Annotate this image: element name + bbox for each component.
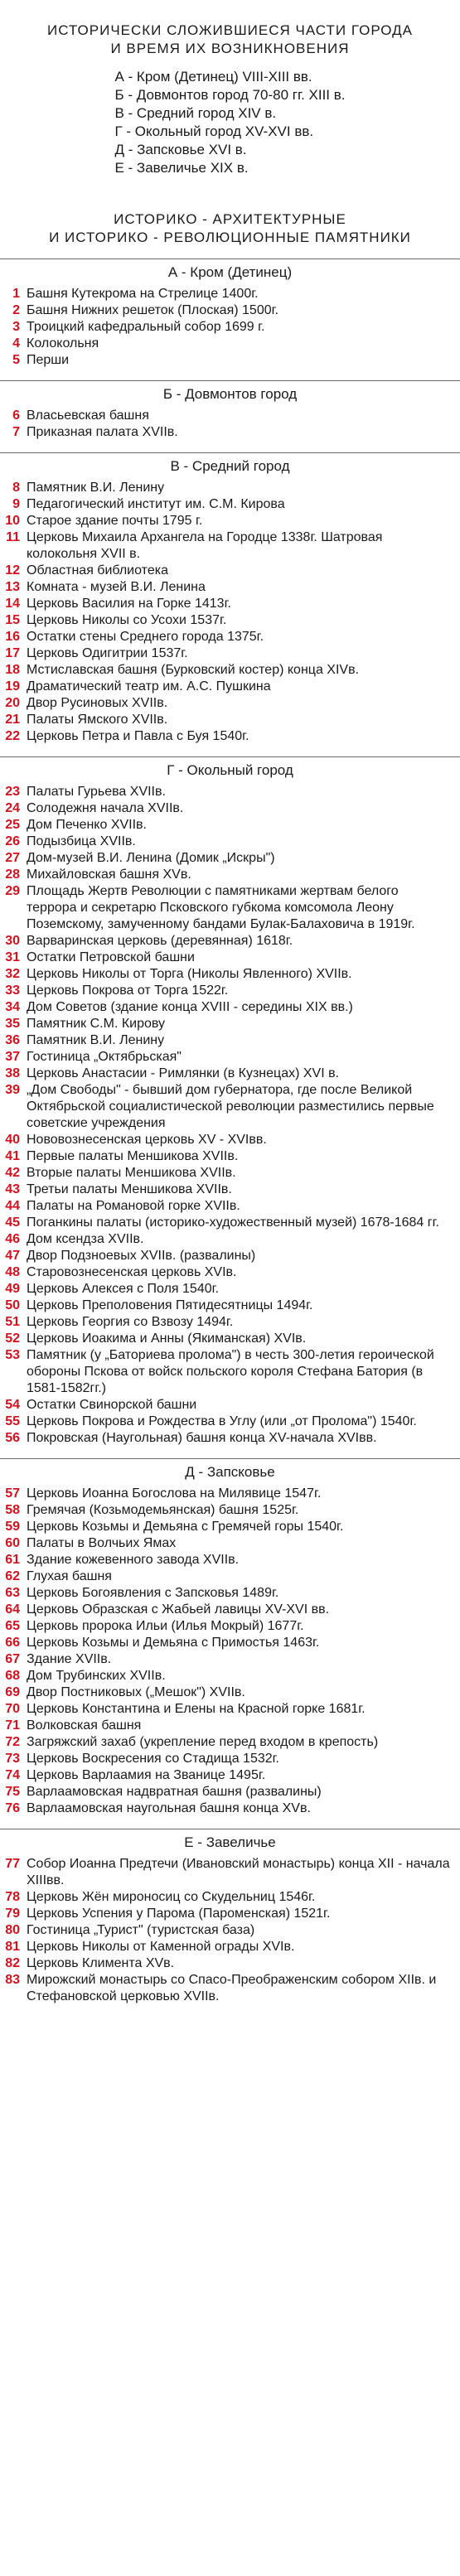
monument-item xyxy=(0,728,460,745)
item-number: 18 xyxy=(5,663,20,677)
item-number: 48 xyxy=(5,1265,20,1279)
item-text: Драматический театр им. А.С. Пушкина xyxy=(27,679,271,694)
item-number: 42 xyxy=(5,1166,20,1180)
item-text: Церковь Василия на Горке 1413г. xyxy=(27,597,231,611)
monument-item xyxy=(0,1314,460,1331)
item-number: 9 xyxy=(12,497,20,511)
monument-item xyxy=(0,1298,460,1314)
item-text: Церковь Николы со Усохи 1537г. xyxy=(27,613,227,627)
monument-item xyxy=(0,1281,460,1298)
item-number: 69 xyxy=(5,1685,20,1699)
item-number: 63 xyxy=(5,1586,20,1600)
item-text: Первые палаты Меншикова XVIIв. xyxy=(27,1149,239,1163)
item-text: Приказная палата XVIIв. xyxy=(27,425,178,439)
section xyxy=(0,1458,460,1817)
monument-item xyxy=(0,1486,460,1502)
item-number: 38 xyxy=(5,1066,20,1080)
item-text: Поганкины палаты (историко-художественный музей) 1678-1684 гг. xyxy=(27,1216,439,1230)
item-text: Загряжский захаб (укрепление перед входом в крепость) xyxy=(27,1735,379,1749)
monument-item xyxy=(0,1264,460,1281)
item-text: Церковь Жён мироносиц со Скудельниц 1546г. xyxy=(27,1890,316,1904)
item-number: 23 xyxy=(5,785,20,799)
page-title xyxy=(0,22,460,58)
item-number: 3 xyxy=(12,320,20,334)
item-number: 17 xyxy=(5,646,20,660)
subtitle-line-2: И ИСТОРИКО - РЕВОЛЮЦИОННЫЕ ПАМЯТНИКИ xyxy=(49,230,411,245)
item-number: 54 xyxy=(5,1398,20,1412)
monument-item xyxy=(0,645,460,662)
item-text: Церковь Богоявления с Запсковья 1489г. xyxy=(27,1586,279,1600)
item-number: 60 xyxy=(5,1536,20,1550)
monument-item xyxy=(0,662,460,679)
monument-item xyxy=(0,1248,460,1264)
monument-item xyxy=(0,1165,460,1182)
item-text: Церковь Георгия со Взвозу 1494г. xyxy=(27,1315,234,1329)
item-text: Палаты Гурьева XVIIв. xyxy=(27,785,166,799)
monument-item xyxy=(0,1955,460,1972)
item-number: 34 xyxy=(5,1000,20,1014)
item-number: 24 xyxy=(5,801,20,815)
item-number: 80 xyxy=(5,1923,20,1937)
item-text: Церковь Одигитрии 1537г. xyxy=(27,646,188,660)
item-text: Памятник (у „Баториева пролома") в честь 300-летия героической обороны Пскова от войск польского короля Стефана Батория (в 1581-1582гг.) xyxy=(27,1348,434,1395)
monument-item xyxy=(0,966,460,983)
city-part-item: Г - Окольный город XV-XVI вв. xyxy=(114,123,314,139)
item-number: 57 xyxy=(5,1486,20,1501)
item-text: Власьевская башня xyxy=(27,408,149,423)
monument-item xyxy=(0,1701,460,1718)
item-number: 20 xyxy=(5,696,20,710)
monument-item xyxy=(0,1347,460,1397)
item-number: 29 xyxy=(5,884,20,898)
item-number: 74 xyxy=(5,1768,20,1782)
item-number: 72 xyxy=(5,1735,20,1749)
item-text: Гостиница „Октябрьская" xyxy=(27,1050,182,1064)
monument-item xyxy=(0,579,460,596)
item-number: 27 xyxy=(5,851,20,865)
monument-item xyxy=(0,1568,460,1585)
item-number: 4 xyxy=(12,336,20,350)
item-number: 13 xyxy=(5,580,20,594)
item-text: Башня Кутекрома на Стрелице 1400г. xyxy=(27,287,259,301)
item-text: Церковь Иоанна Богослова на Милявице 1547г. xyxy=(27,1486,322,1501)
item-text: Педагогический институт им. С.М. Кирова xyxy=(27,497,285,511)
item-number: 75 xyxy=(5,1785,20,1799)
item-text: Колокольня xyxy=(27,336,99,350)
item-number: 47 xyxy=(5,1249,20,1263)
city-parts-list xyxy=(114,68,345,177)
item-text: Собор Иоанна Предтечи (Ивановский монастырь) конца XII - начала XIIIвв. xyxy=(27,1857,450,1887)
monument-item xyxy=(0,1684,460,1701)
item-number: 26 xyxy=(5,834,20,848)
item-number: 76 xyxy=(5,1801,20,1815)
monument-item xyxy=(0,867,460,883)
item-number: 52 xyxy=(5,1331,20,1346)
item-number: 51 xyxy=(5,1315,20,1329)
monument-item xyxy=(0,1585,460,1602)
monument-item xyxy=(0,1182,460,1198)
monument-item xyxy=(0,1602,460,1618)
monument-item xyxy=(0,850,460,867)
item-text: Комната - музей В.И. Ленина xyxy=(27,580,206,594)
item-text: Михайловская башня XVв. xyxy=(27,868,191,882)
item-number: 36 xyxy=(5,1033,20,1047)
section-title: Г - Окольный город xyxy=(0,756,460,784)
monument-item xyxy=(0,1231,460,1248)
section-title: В - Средний город xyxy=(0,452,460,480)
item-text: Церковь Николы от Каменной ограды XVIв. xyxy=(27,1940,295,1954)
item-text: Здание кожевенного завода XVIIв. xyxy=(27,1553,240,1567)
monument-item xyxy=(0,1856,460,1889)
section-title: Д - Запсковье xyxy=(0,1458,460,1486)
item-number: 22 xyxy=(5,729,20,743)
item-text: Остатки Петровской башни xyxy=(27,950,195,964)
monument-item xyxy=(0,1767,460,1784)
item-number: 79 xyxy=(5,1907,20,1921)
item-number: 64 xyxy=(5,1602,20,1617)
item-number: 73 xyxy=(5,1752,20,1766)
item-text: Церковь Покрова и Рождества в Углу (или „от Пролома") 1540г. xyxy=(27,1414,417,1428)
item-text: Двор Русиновых XVIIв. xyxy=(27,696,168,710)
monument-item xyxy=(0,1939,460,1955)
city-part-item: В - Средний город XIV в. xyxy=(114,105,277,121)
item-number: 68 xyxy=(5,1669,20,1683)
item-number: 10 xyxy=(5,514,20,528)
item-text: Палаты на Романовой горке XVIIв. xyxy=(27,1199,240,1213)
item-text: Мстиславская башня (Бурковский костер) конца XIVв. xyxy=(27,663,360,677)
item-text: Палаты Ямского XVIIв. xyxy=(27,713,168,727)
monument-item xyxy=(0,319,460,336)
item-text: Вторые палаты Меншикова XVIIв. xyxy=(27,1166,236,1180)
item-number: 43 xyxy=(5,1182,20,1196)
item-number: 70 xyxy=(5,1702,20,1716)
monument-item xyxy=(0,1397,460,1414)
item-text: Перши xyxy=(27,353,70,367)
item-number: 78 xyxy=(5,1890,20,1904)
item-text: Церковь пророка Ильи (Илья Мокрый) 1677г. xyxy=(27,1619,304,1633)
city-part-item: Б - Довмонтов город 70-80 гг. XIII в. xyxy=(114,87,346,103)
monument-item xyxy=(0,999,460,1016)
monument-item xyxy=(0,1635,460,1651)
monument-item xyxy=(0,629,460,645)
city-part-item: Е - Завеличье XIX в. xyxy=(114,160,249,176)
item-number: 49 xyxy=(5,1282,20,1296)
item-text: Остатки стены Среднего города 1375г. xyxy=(27,630,264,644)
section xyxy=(0,452,460,745)
monument-item xyxy=(0,529,460,563)
item-text: Мирожский монастырь со Спасо-Преображенским собором XIIв. и Стефановской церковью XVIIв. xyxy=(27,1973,437,2003)
monument-item xyxy=(0,1414,460,1430)
item-text: „Дом Свободы" - бывший дом губернатора, где после Великой Октябрьской социалистической революции разместились первые советские учреждения xyxy=(27,1083,434,1130)
monument-item xyxy=(0,1331,460,1347)
item-text: Покровская (Наугольная) башня конца XV-начала XVIвв. xyxy=(27,1431,377,1445)
monument-item xyxy=(0,950,460,966)
item-number: 25 xyxy=(5,818,20,832)
item-text: Церковь Михаила Архангела на Городце 1338г. Шатровая колокольня XVII в. xyxy=(27,530,383,561)
city-part-item: А - Кром (Детинец) VIII-XIII вв. xyxy=(114,69,312,85)
item-text: Церковь Климента XVв. xyxy=(27,1956,175,1970)
section-title: Е - Завеличье xyxy=(0,1829,460,1856)
item-number: 14 xyxy=(5,597,20,611)
item-number: 5 xyxy=(12,353,20,367)
section-title: А - Кром (Детинец) xyxy=(0,259,460,286)
item-text: Двор Подзноевых XVIIв. (развалины) xyxy=(27,1249,256,1263)
item-text: Церковь Петра и Павла с Буя 1540г. xyxy=(27,729,249,743)
item-number: 55 xyxy=(5,1414,20,1428)
monument-item xyxy=(0,424,460,441)
item-text: Волковская башня xyxy=(27,1718,142,1733)
item-text: Дом-музей В.И. Ленина (Домик „Искры") xyxy=(27,851,275,865)
item-number: 32 xyxy=(5,967,20,981)
monument-item xyxy=(0,286,460,302)
monument-item xyxy=(0,983,460,999)
item-text: Церковь Образская с Жабьей лавицы XV-XVI вв. xyxy=(27,1602,330,1617)
item-number: 21 xyxy=(5,713,20,727)
item-number: 7 xyxy=(12,425,20,439)
item-text: Варлаамовская наугольная башня конца XVв. xyxy=(27,1801,311,1815)
item-number: 59 xyxy=(5,1520,20,1534)
item-number: 39 xyxy=(5,1083,20,1097)
item-text: Гостиница „Турист" (туристская база) xyxy=(27,1923,255,1937)
item-number: 67 xyxy=(5,1652,20,1666)
item-text: Церковь Воскресения со Стадища 1532г. xyxy=(27,1752,279,1766)
section-title: Б - Довмонтов город xyxy=(0,380,460,408)
item-text: Здание XVIIв. xyxy=(27,1652,112,1666)
monument-item xyxy=(0,1800,460,1817)
monument-item xyxy=(0,883,460,933)
monument-item xyxy=(0,1734,460,1751)
item-text: Памятник В.И. Ленину xyxy=(27,481,165,495)
item-text: Палаты в Волчьих Ямах xyxy=(27,1536,177,1550)
item-text: Областная библиотека xyxy=(27,563,168,578)
monument-item xyxy=(0,1049,460,1066)
monument-item xyxy=(0,1889,460,1906)
item-number: 16 xyxy=(5,630,20,644)
monument-item xyxy=(0,1651,460,1668)
item-number: 40 xyxy=(5,1133,20,1147)
title-block xyxy=(0,0,460,247)
monument-item xyxy=(0,1922,460,1939)
item-number: 33 xyxy=(5,984,20,998)
item-number: 15 xyxy=(5,613,20,627)
item-text: Церковь Иоакима и Анны (Якиманская) XVIв. xyxy=(27,1331,307,1346)
monument-item xyxy=(0,1032,460,1049)
item-text: Старовознесенская церковь XVIв. xyxy=(27,1265,237,1279)
item-number: 66 xyxy=(5,1636,20,1650)
item-number: 11 xyxy=(6,530,20,544)
monument-item xyxy=(0,1519,460,1535)
city-part-item: Д - Запсковье XVI в. xyxy=(114,142,247,157)
monuments-heading xyxy=(0,210,460,247)
sections-container xyxy=(0,259,460,2005)
monument-item xyxy=(0,1132,460,1148)
item-number: 46 xyxy=(5,1232,20,1246)
item-text: Дом Печенко XVIIв. xyxy=(27,818,147,832)
item-text: Церковь Покрова от Торга 1522г. xyxy=(27,984,229,998)
monument-item xyxy=(0,1502,460,1519)
monument-item xyxy=(0,513,460,529)
monument-item xyxy=(0,563,460,579)
item-text: Остатки Свинорской башни xyxy=(27,1398,197,1412)
item-number: 31 xyxy=(5,950,20,964)
item-text: Двор Постниковых („Мешок") XVIIв. xyxy=(27,1685,245,1699)
monument-item xyxy=(0,1215,460,1231)
monument-item xyxy=(0,496,460,513)
item-text: Солодежня начала XVIIв. xyxy=(27,801,184,815)
item-number: 44 xyxy=(5,1199,20,1213)
monument-item xyxy=(0,679,460,695)
item-text: Старое здание почты 1795 г. xyxy=(27,514,203,528)
item-number: 71 xyxy=(5,1718,20,1733)
item-number: 8 xyxy=(12,481,20,495)
item-number: 45 xyxy=(5,1216,20,1230)
item-number: 56 xyxy=(5,1431,20,1445)
item-text: Памятник В.И. Ленину xyxy=(27,1033,165,1047)
subtitle-line-1: ИСТОРИКО - АРХИТЕКТУРНЫЕ xyxy=(114,211,346,227)
item-text: Церковь Николы от Торга (Николы Явленного) XVIIв. xyxy=(27,967,352,981)
item-text: Троицкий кафедральный собор 1699 г. xyxy=(27,320,265,334)
item-text: Нововознесенская церковь XV - XVIвв. xyxy=(27,1133,267,1147)
item-number: 1 xyxy=(12,287,20,301)
item-number: 82 xyxy=(5,1956,20,1970)
item-number: 65 xyxy=(5,1619,20,1633)
monument-item xyxy=(0,1668,460,1684)
item-number: 58 xyxy=(5,1503,20,1517)
monument-item xyxy=(0,302,460,319)
item-number: 61 xyxy=(5,1553,20,1567)
monument-item xyxy=(0,1718,460,1734)
section xyxy=(0,1829,460,2005)
item-text: Третьи палаты Меншикова XVIIв. xyxy=(27,1182,232,1196)
item-number: 77 xyxy=(5,1857,20,1871)
monument-item xyxy=(0,612,460,629)
item-number: 81 xyxy=(5,1940,20,1954)
item-text: Церковь Преполовения Пятидесятницы 1494г. xyxy=(27,1298,313,1312)
item-text: Дом Советов (здание конца XVIII - середины XIX вв.) xyxy=(27,1000,353,1014)
item-number: 6 xyxy=(12,408,20,423)
title-line-1: ИСТОРИЧЕСКИ СЛОЖИВШИЕСЯ ЧАСТИ ГОРОДА xyxy=(47,22,413,38)
item-number: 19 xyxy=(5,679,20,694)
monument-item xyxy=(0,800,460,817)
item-text: Подызбица XVIIв. xyxy=(27,834,136,848)
monument-item xyxy=(0,480,460,496)
item-text: Церковь Успения у Парома (Пароменская) 1521г. xyxy=(27,1907,331,1921)
monument-item xyxy=(0,336,460,352)
monument-item xyxy=(0,933,460,950)
monument-item xyxy=(0,834,460,850)
monument-item xyxy=(0,1906,460,1922)
monument-item xyxy=(0,1198,460,1215)
monument-item xyxy=(0,352,460,369)
item-text: Дом Трубинских XVIIв. xyxy=(27,1669,166,1683)
item-text: Церковь Варлаамия на Званице 1495г. xyxy=(27,1768,266,1782)
item-number: 28 xyxy=(5,868,20,882)
item-number: 37 xyxy=(5,1050,20,1064)
monument-item xyxy=(0,1552,460,1568)
item-number: 62 xyxy=(5,1569,20,1583)
item-number: 50 xyxy=(5,1298,20,1312)
item-text: Площадь Жертв Революции с памятниками жертвам белого террора и секретарю Псковского губкома комсомола Леону Поземскому, замученному бандами Булак-Балаховича в 1919г. xyxy=(27,884,415,931)
monument-item xyxy=(0,1016,460,1032)
item-text: Дом ксендза XVIIв. xyxy=(27,1232,144,1246)
monument-item xyxy=(0,712,460,728)
monument-item xyxy=(0,1535,460,1552)
item-text: Башня Нижних решеток (Плоская) 1500г. xyxy=(27,303,278,317)
item-text: Церковь Козьмы и Демьяна с Примостья 1463г. xyxy=(27,1636,320,1650)
item-text: Гремячая (Козьмодемьянская) башня 1525г. xyxy=(27,1503,299,1517)
monument-item xyxy=(0,1148,460,1165)
monument-item xyxy=(0,817,460,834)
monument-item xyxy=(0,1751,460,1767)
monument-item xyxy=(0,1430,460,1447)
item-text: Церковь Козьмы и Демьяна с Гремячей горы 1540г. xyxy=(27,1520,344,1534)
title-line-2: И ВРЕМЯ ИХ ВОЗНИКНОВЕНИЯ xyxy=(110,41,350,56)
section xyxy=(0,380,460,441)
item-number: 41 xyxy=(5,1149,20,1163)
section xyxy=(0,756,460,1447)
item-text: Варлаамовская надвратная башня (развалины) xyxy=(27,1785,322,1799)
monument-item xyxy=(0,596,460,612)
item-number: 2 xyxy=(12,303,20,317)
item-text: Церковь Анастасии - Римлянки (в Кузнецах) XVI в. xyxy=(27,1066,340,1080)
item-text: Церковь Константина и Елены на Красной горке 1681г. xyxy=(27,1702,366,1716)
monument-item xyxy=(0,695,460,712)
item-text: Варваринская церковь (деревянная) 1618г. xyxy=(27,934,293,948)
section xyxy=(0,259,460,369)
item-text: Глухая башня xyxy=(27,1569,112,1583)
monument-item xyxy=(0,1618,460,1635)
monument-item xyxy=(0,1066,460,1082)
item-number: 12 xyxy=(5,563,20,578)
monument-item xyxy=(0,1784,460,1800)
item-number: 35 xyxy=(5,1017,20,1031)
item-number: 53 xyxy=(5,1348,20,1362)
item-number: 30 xyxy=(5,934,20,948)
monument-item xyxy=(0,408,460,424)
monument-item xyxy=(0,1972,460,2005)
monument-item xyxy=(0,784,460,800)
item-number: 83 xyxy=(5,1973,20,1987)
monument-item xyxy=(0,1082,460,1132)
item-text: Памятник С.М. Кирову xyxy=(27,1017,166,1031)
item-text: Церковь Алексея с Поля 1540г. xyxy=(27,1282,219,1296)
